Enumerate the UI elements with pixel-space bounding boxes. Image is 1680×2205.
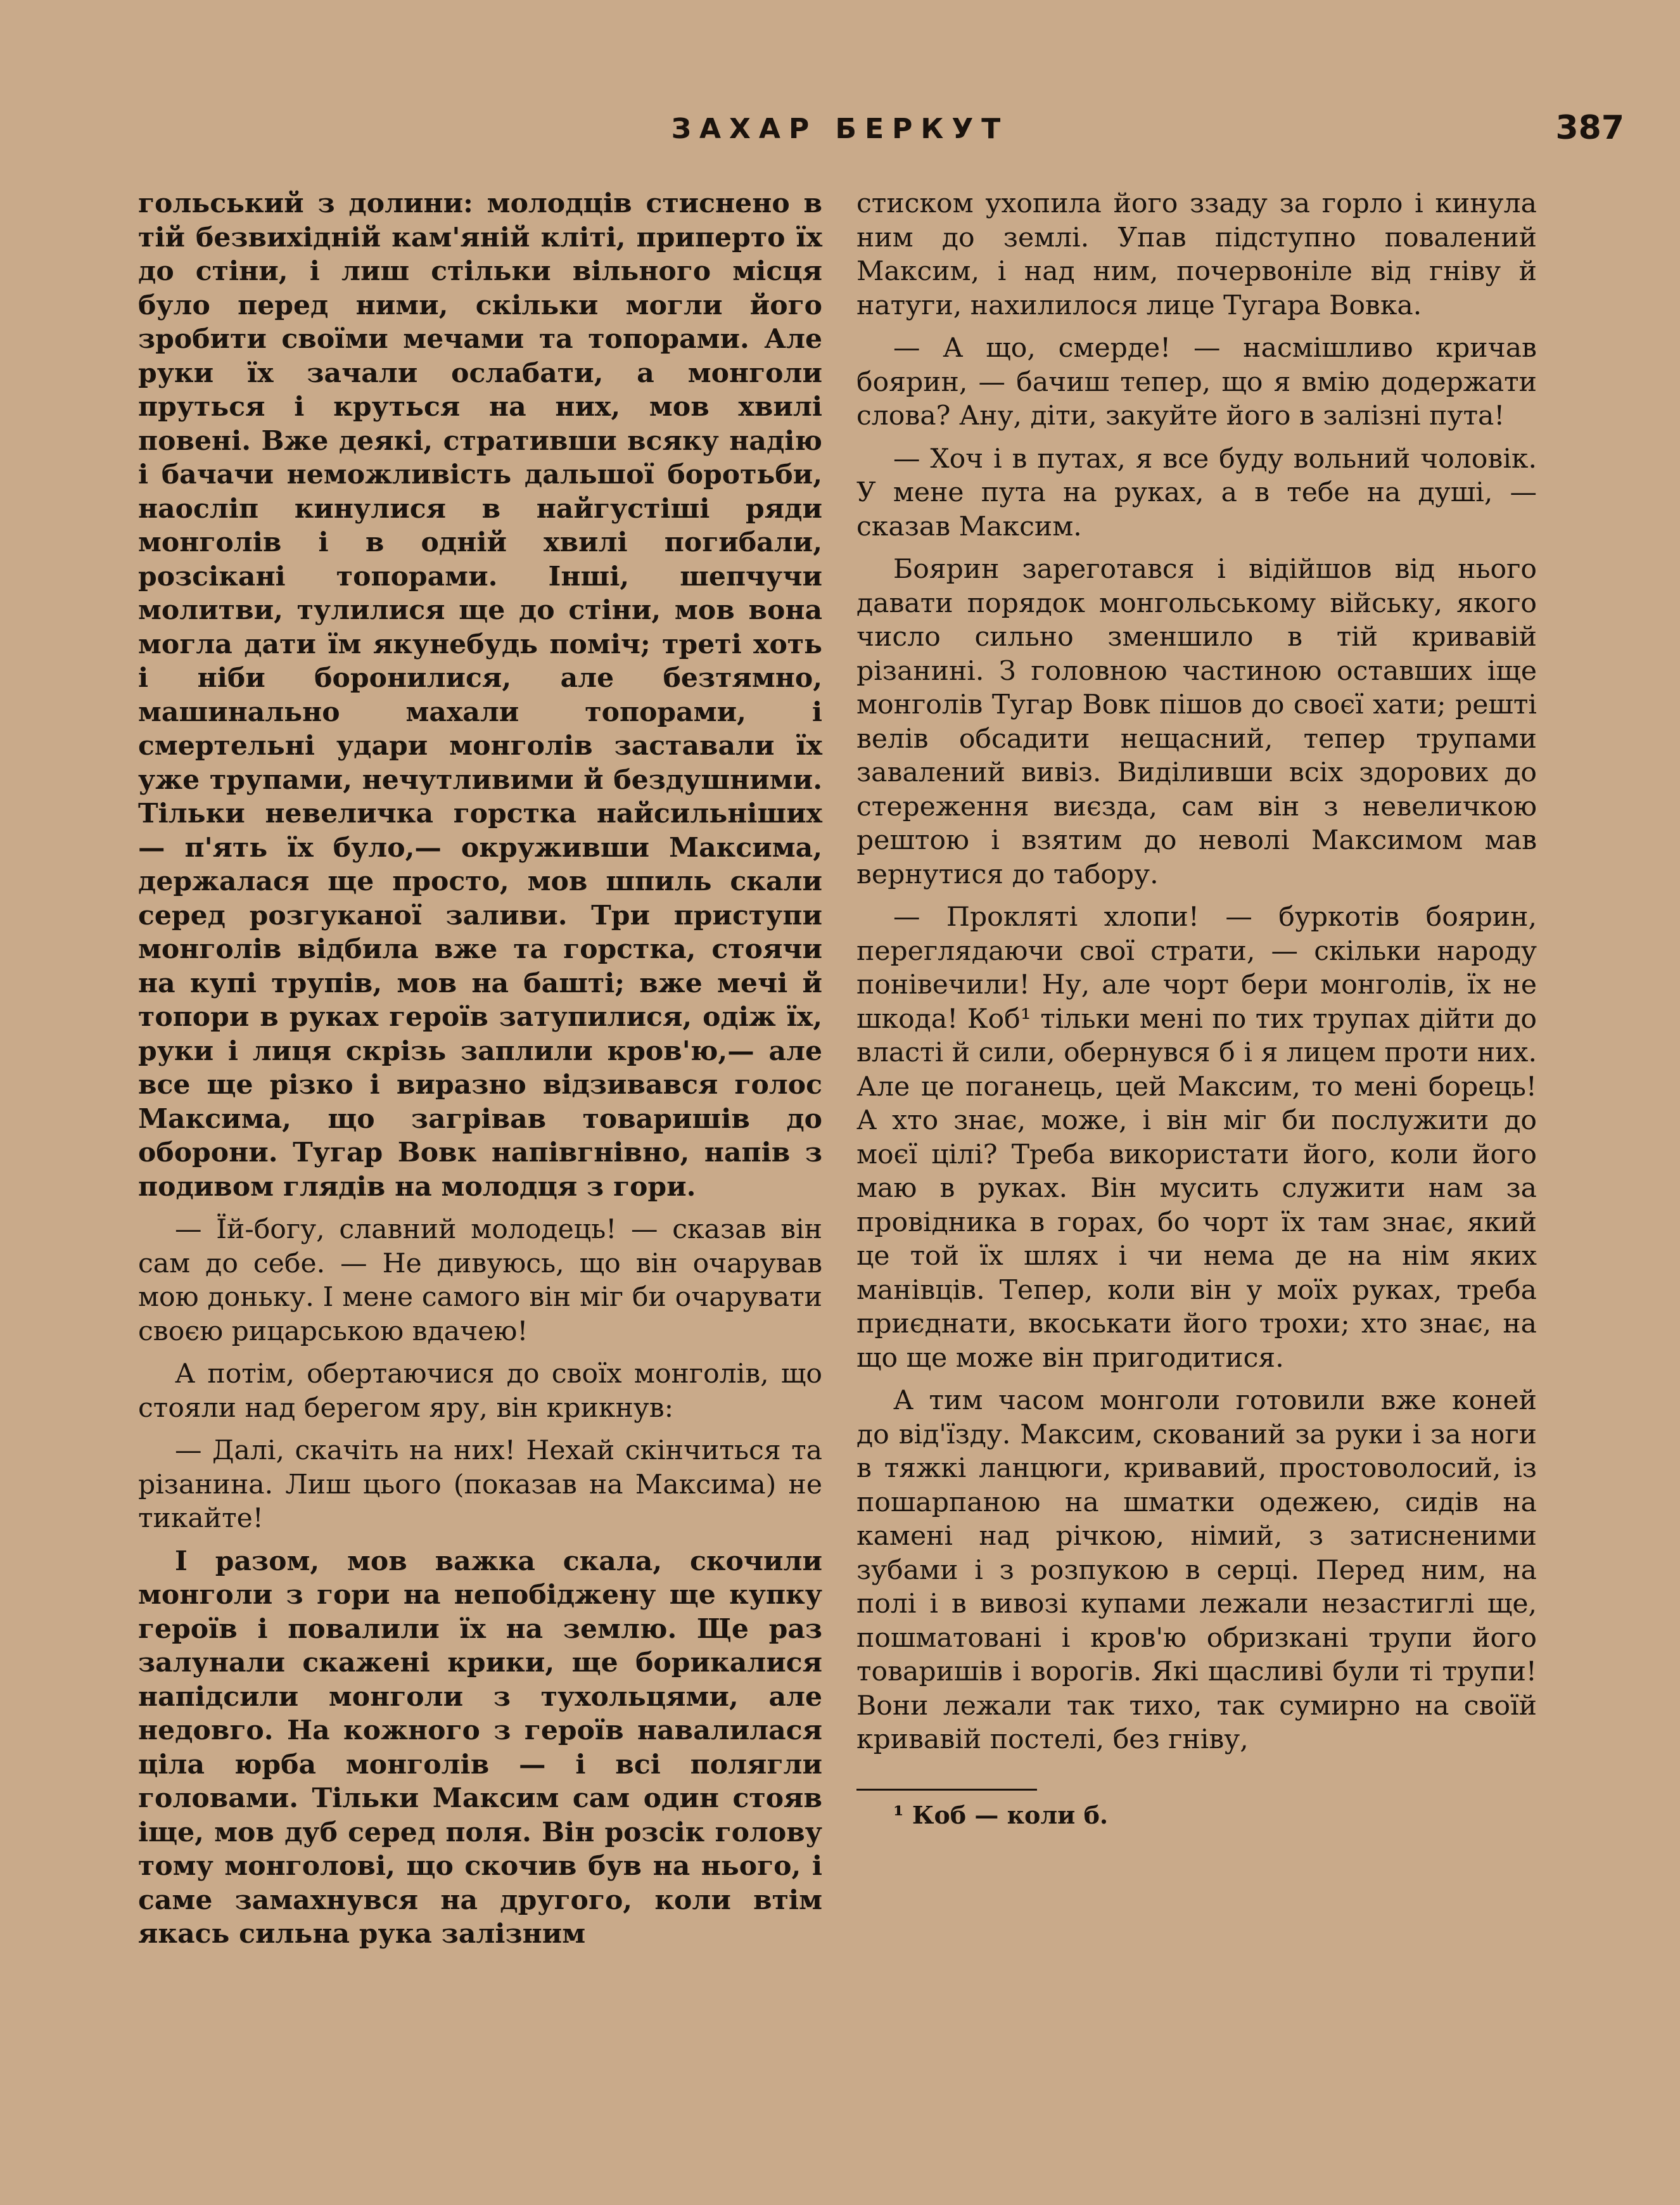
footnote-divider (856, 1789, 1037, 1791)
paragraph: — Хоч і в путах, я все буду вольний чоловік. У мене пута на руках, а в тебе на душі, — сказав Максим. (856, 443, 1537, 542)
paragraph: А потім, обертаючися до своїх монголів, що стояли над берегом яру, він крикнув: (138, 1358, 822, 1424)
left-column (138, 187, 822, 1960)
paragraph: Боярин зареготався і відійшов від нього давати порядок монгольському війську, якого число сильно зменшило в тій кривавій різанині. З головною частиною оставших іще монголів Тугар Вовк пішов до своєї хати; решті велів обсадити нещасний, тепер трупами завалений вивіз. Виділивши всіх здорових до стереження виєзда, сам він з невеличкою рештою і взятим до неволі Максимом мав вернутися до табору. (856, 554, 1537, 890)
paragraph: гольський з долини: молодців стиснено в тій безвихідній кам'яній кліті, приперто їх до стіни, і лиш стільки вільного місця було перед ними, скільки могли його зробити своїми мечами та топорами. Але руки їх зачали ослабати, а монголи пруться і круться на них, мов хвилі повені. Вже деякі, стративши всяку надію і бачачи неможливість дальшої боротьби, наосліп кинулися в найгустіші ряди монголів і в одній хвилі погибали, розсікані топорами. Інші, шепчучи молитви, тулилися ще до стіни, мов вона могла дати їм якунебудь поміч; треті хоть і ніби боронилися, але безтямно, машинально махали топорами, і смертельні удари монголів заставали їх уже трупами, нечутливими й бездушними. Тільки невеличка горстка найсильніших — п'ять їх було,— окруживши Максима, держалася ще просто, мов шпиль скали серед розгуканої заливи. Три приступи монголів відбила вже та горстка, стоячи на купі трупів, мов на башті; вже мечі й топори в руках героїв затупилися, одіж їх, руки і лиця скрізь заплили кров'ю,— але все ще різко і виразно відзивався голос Максима, що загрівав товаришів до оборони. Тугар Вовк напівгнівно, напів з подивом глядів на молодця з гори. (138, 188, 822, 1203)
paragraph: — Їй-богу, славний молодець! — сказав він сам до себе. — Не дивуюсь, що він очарував мою доньку. І мене самого він міг би очарувати своєю рицарською вдачею! (138, 1214, 822, 1347)
paragraph: — Далі, скачіть на них! Нехай скінчиться та різанина. Лиш цього (показав на Максима) не тикайте! (138, 1435, 822, 1534)
page-number: 387 (1555, 109, 1624, 147)
paragraph: стиском ухопила його ззаду за горло і кинула ним до землі. Упав підступно повалений Максим, і над ним, почервоніле від гніву й натуги, нахилилося лице Тугара Вовка. (856, 188, 1537, 321)
running-title: ЗАХАР БЕРКУТ (671, 113, 1009, 145)
paragraph: — Прокляті хлопи! — буркотів боярин, переглядаючи свої страти, — скільки народу понівечили! Ну, але чорт бери монголів, їх не шкода! Коб¹ тільки мені по тих трупах дійти до власті й сили, обернувся б і я лицем проти них. Але це поганець, цей Максим, то мені борець! А хто знає, може, і він міг би послужити до моєї цілі? Треба використати його, коли його маю в руках. Він мусить служити нам за провідника в горах, бо чорт їх там знає, який це той їх шлях і чи нема де на нім яких манівців. Тепер, коли він у моїх руках, треба приєднати, вкоськати його трохи; хто знає, на що ще може він пригодитися. (856, 902, 1537, 1374)
footnote: ¹ Коб — коли б. (893, 1800, 1109, 1829)
paragraph: — А що, смерде! — насмішливо кричав боярин, — бачиш тепер, що я вмію додержати слова? Ану, діти, закуйте його в залізні пута! (856, 333, 1537, 431)
paragraph: А тим часом монголи готовили вже коней до від'їзду. Максим, скований за руки і за ноги в тяжкі ланцюги, кривавий, простоволосий, із пошарпаною на шматки одежею, сидів на камені над річкою, німий, з затисненими зубами і з розпукою в серці. Перед ним, на полі і в вивозі купами лежали незастиглі ще, пошматовані і кров'ю обризкані трупи його товаришів і ворогів. Які щасливі були ті трупи! Вони лежали так тихо, так сумирно на своїй кривавій постелі, без гніву, (856, 1385, 1537, 1755)
paragraph: І разом, мов важка скала, скочили монголи з гори на непобіджену ще купку героїв і повалили їх на землю. Ще раз залунали скажені крики, ще борикалися напідсили монголи з тухольцями, але недовго. На кожного з героїв навалилася ціла юрба монголів — і всі полягли головами. Тільки Максим сам один стояв іще, мов дуб серед поля. Він розсік голову тому монголові, що скочив був на нього, і саме замахнувся на другого, коли втім якась сильна рука залізним (138, 1545, 822, 1950)
right-column (856, 187, 1537, 1831)
